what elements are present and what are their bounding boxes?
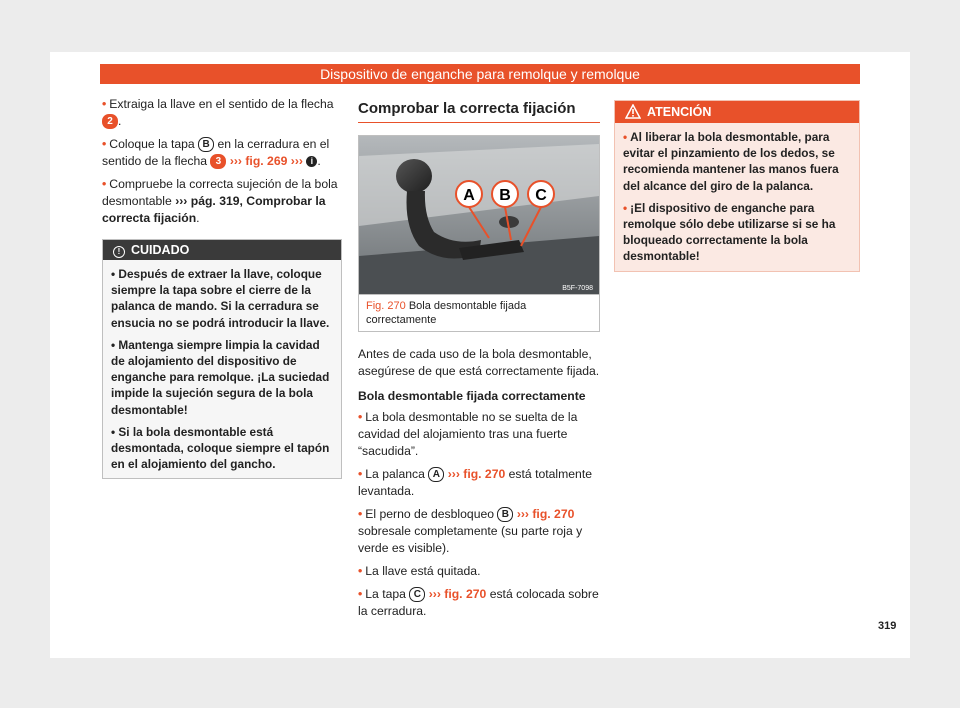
attention-box bbox=[614, 100, 860, 272]
figure-number: Fig. 270 bbox=[366, 300, 406, 312]
figure-code: B5F-7098 bbox=[562, 285, 593, 292]
figure-link[interactable]: ››› fig. 270 bbox=[516, 507, 575, 521]
bullet-icon: • bbox=[102, 137, 107, 151]
left-column bbox=[102, 96, 342, 479]
tow-ball-photo bbox=[359, 136, 599, 294]
figure-image bbox=[358, 135, 600, 295]
list-item: • ¡El dispositivo de enganche para remolque sólo debe utilizarse si se ha bloqueado correctamente la bola desmontable! bbox=[623, 200, 836, 264]
caution-body bbox=[103, 260, 341, 478]
paragraph: Antes de cada uso de la bola desmontable, asegúrese de que está correctamente fijada. bbox=[358, 347, 600, 378]
list-item: • La llave está quitada. bbox=[358, 564, 481, 578]
list-item: • Si la bola desmontable está desmontada, coloque siempre el tapón en el alojamiento del gancho. bbox=[111, 424, 330, 472]
bullet-icon: • bbox=[358, 467, 363, 481]
bullet-icon: • bbox=[623, 130, 628, 144]
bullet-icon: • bbox=[358, 507, 363, 521]
list-item: • Extraiga la llave en el sentido de la flecha 2 . bbox=[102, 97, 334, 128]
bullet-icon: • bbox=[358, 587, 363, 601]
figure-link[interactable]: ››› fig. 270 bbox=[447, 467, 506, 481]
list-item: • Compruebe la correcta sujeción de la bola desmontable ››› pág. 319, Comprobar la correcta fijación. bbox=[102, 177, 338, 225]
label-badge: C bbox=[409, 587, 425, 602]
list-item: • Después de extraer la llave, coloque siempre la tapa sobre el cierre de la palanca de mando. Si la cerradura se ensucia no se podrá introducir la llave. bbox=[111, 267, 330, 330]
caution-header: ! CUIDADO bbox=[103, 240, 341, 260]
figure-label: A bbox=[463, 187, 475, 204]
list-item: • Mantenga siempre limpia la cavidad de alojamiento del dispositivo de enganche para remolque. ¡La suciedad impide la sujeción segura de la bola desmontable! bbox=[111, 337, 330, 417]
bullet-icon: • bbox=[623, 200, 628, 215]
bullet-icon: • bbox=[358, 410, 363, 424]
attention-header: ATENCIÓN bbox=[615, 101, 859, 123]
right-column bbox=[614, 100, 860, 272]
list-item: • La tapa C ››› fig. 270 está colocada sobre la cerradura. bbox=[358, 587, 599, 618]
list-item: • La bola desmontable no se suelta de la cavidad del alojamiento tras una fuerte “sacudida”. bbox=[358, 410, 578, 458]
section-title: Comprobar la correcta fijación bbox=[358, 100, 600, 123]
bullet-icon: • bbox=[111, 267, 119, 281]
arrow-number-badge: 2 bbox=[102, 114, 118, 129]
figure-caption: Fig. 270 Bola desmontable fijada correctamente bbox=[358, 295, 600, 332]
warning-icon bbox=[625, 104, 641, 119]
label-badge: B bbox=[198, 137, 214, 152]
info-icon: i bbox=[306, 156, 317, 167]
figure-link[interactable]: ››› fig. 270 bbox=[428, 587, 487, 601]
arrow-number-badge: 3 bbox=[210, 154, 226, 169]
list-item: • Coloque la tapa B en la cerradura en el sentido de la flecha 3 ››› fig. 269 ››› i . bbox=[102, 137, 330, 168]
bullet-icon: • bbox=[358, 564, 363, 578]
page-link[interactable]: ››› pág. 319, Comprobar la correcta fijación bbox=[102, 194, 326, 225]
bullet-icon: • bbox=[102, 177, 107, 191]
page-header: Dispositivo de enganche para remolque y remolque bbox=[100, 64, 860, 84]
middle-column bbox=[358, 100, 600, 626]
bullet-icon: • bbox=[111, 337, 119, 352]
figure-link[interactable]: ››› fig. 269 ››› bbox=[229, 154, 303, 168]
bullet-icon: • bbox=[111, 424, 119, 439]
page-number: 319 bbox=[878, 620, 897, 632]
list-item: • El perno de desbloqueo B ››› fig. 270 sobresale completamente (su parte roja y verde es visible). bbox=[358, 507, 583, 555]
list-item: • La palanca A ››› fig. 270 está totalmente levantada. bbox=[358, 467, 592, 498]
figure-label: B bbox=[499, 187, 511, 204]
list-item: • Al liberar la bola desmontable, para evitar el pinzamiento de los dedos, se recomienda mantener las manos fuera del alcance del giro de la palanca. bbox=[623, 130, 839, 193]
label-badge: A bbox=[428, 467, 444, 482]
label-badge: B bbox=[497, 507, 513, 522]
bullet-icon: • bbox=[102, 97, 107, 111]
caution-icon: ! bbox=[113, 246, 125, 258]
caution-box bbox=[102, 239, 342, 479]
figure-label: C bbox=[535, 187, 547, 204]
subheading: Bola desmontable fijada correctamente bbox=[358, 389, 586, 403]
attention-body bbox=[615, 123, 859, 271]
